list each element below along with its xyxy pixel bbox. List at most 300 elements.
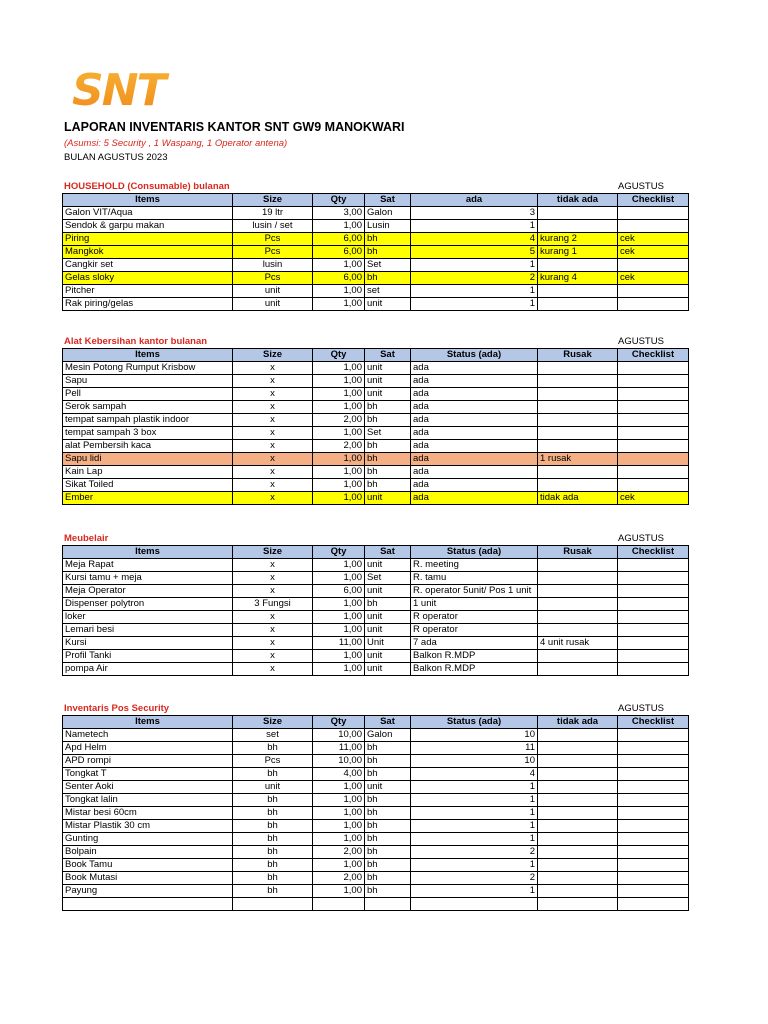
cell-size: 19 ltr bbox=[233, 207, 313, 220]
cell-unit: bh bbox=[365, 440, 411, 453]
cell-checklist bbox=[618, 585, 689, 598]
cell-size: x bbox=[233, 479, 313, 492]
table-row bbox=[63, 794, 689, 807]
logo-text: SNT bbox=[72, 66, 172, 116]
table-header-row bbox=[63, 546, 689, 559]
table-row bbox=[63, 427, 689, 440]
table-row bbox=[63, 585, 689, 598]
cell-note bbox=[538, 624, 618, 637]
cell-status: 7 ada bbox=[411, 637, 538, 650]
cell-unit: bh bbox=[365, 401, 411, 414]
cell-qty: 1,00 bbox=[313, 663, 365, 676]
cell-status: 5 bbox=[411, 246, 538, 259]
cell-checklist bbox=[618, 427, 689, 440]
cell-item: Sapu bbox=[63, 375, 233, 388]
column-header-unit: Sat bbox=[365, 546, 411, 559]
column-header-qty: Qty bbox=[313, 194, 365, 207]
cell-unit: bh bbox=[365, 598, 411, 611]
cell-checklist bbox=[618, 220, 689, 233]
cell-unit: bh bbox=[365, 885, 411, 898]
cell-qty: 1,00 bbox=[313, 285, 365, 298]
cell-note bbox=[538, 846, 618, 859]
cell-item: Gelas sloky bbox=[63, 272, 233, 285]
cell-note bbox=[538, 572, 618, 585]
cell-checklist bbox=[618, 755, 689, 768]
cell-size: x bbox=[233, 611, 313, 624]
cell-status: ada bbox=[411, 388, 538, 401]
cell-unit: unit bbox=[365, 298, 411, 311]
cell-unit: unit bbox=[365, 388, 411, 401]
cell-checklist bbox=[618, 663, 689, 676]
cell-status: 1 bbox=[411, 820, 538, 833]
cell-checklist bbox=[618, 388, 689, 401]
cell-unit: bh bbox=[365, 272, 411, 285]
column-header-item: Items bbox=[63, 716, 233, 729]
cell-unit bbox=[365, 898, 411, 911]
section-period-household: AGUSTUS bbox=[618, 181, 664, 192]
cell-unit: unit bbox=[365, 663, 411, 676]
cell-size: x bbox=[233, 650, 313, 663]
cell-size: bh bbox=[233, 859, 313, 872]
column-header-size: Size bbox=[233, 194, 313, 207]
cell-size: x bbox=[233, 466, 313, 479]
section-title-household: HOUSEHOLD (Consumable) bulanan bbox=[64, 181, 230, 192]
cell-status: ada bbox=[411, 414, 538, 427]
cell-note bbox=[538, 559, 618, 572]
table-row bbox=[63, 833, 689, 846]
cell-item: Book Tamu bbox=[63, 859, 233, 872]
cell-status: 10 bbox=[411, 755, 538, 768]
cell-item: Profil Tanki bbox=[63, 650, 233, 663]
table-row bbox=[63, 611, 689, 624]
cell-size: x bbox=[233, 492, 313, 505]
table-row bbox=[63, 624, 689, 637]
cell-status: ada bbox=[411, 492, 538, 505]
cell-note bbox=[538, 207, 618, 220]
cell-item: Piring bbox=[63, 233, 233, 246]
cell-qty bbox=[313, 898, 365, 911]
cell-status: 1 bbox=[411, 781, 538, 794]
cell-unit: bh bbox=[365, 872, 411, 885]
table-row bbox=[63, 246, 689, 259]
cell-note bbox=[538, 479, 618, 492]
cell-checklist bbox=[618, 559, 689, 572]
cell-unit: Galon bbox=[365, 729, 411, 742]
cell-status: 2 bbox=[411, 272, 538, 285]
table-row bbox=[63, 414, 689, 427]
cell-qty: 1,00 bbox=[313, 781, 365, 794]
cell-checklist bbox=[618, 650, 689, 663]
cell-note bbox=[538, 401, 618, 414]
cell-unit: bh bbox=[365, 755, 411, 768]
cell-qty: 6,00 bbox=[313, 585, 365, 598]
table-row bbox=[63, 220, 689, 233]
cell-status: 10 bbox=[411, 729, 538, 742]
furniture-table bbox=[62, 545, 689, 676]
cell-note bbox=[538, 598, 618, 611]
cell-item: APD rompi bbox=[63, 755, 233, 768]
cell-note bbox=[538, 259, 618, 272]
cell-checklist: cek bbox=[618, 233, 689, 246]
cell-unit: unit bbox=[365, 559, 411, 572]
table-header-row bbox=[63, 194, 689, 207]
cell-qty: 1,00 bbox=[313, 624, 365, 637]
cell-size: lusin bbox=[233, 259, 313, 272]
column-header-unit: Sat bbox=[365, 194, 411, 207]
cell-note bbox=[538, 466, 618, 479]
table-row bbox=[63, 885, 689, 898]
table-header-row bbox=[63, 716, 689, 729]
cell-qty: 10,00 bbox=[313, 729, 365, 742]
cell-unit: Lusin bbox=[365, 220, 411, 233]
table-row bbox=[63, 362, 689, 375]
cell-size: x bbox=[233, 362, 313, 375]
cell-note bbox=[538, 663, 618, 676]
table-row bbox=[63, 492, 689, 505]
cell-unit: bh bbox=[365, 846, 411, 859]
cell-checklist bbox=[618, 624, 689, 637]
cell-unit: bh bbox=[365, 453, 411, 466]
cell-unit: unit bbox=[365, 624, 411, 637]
table-row bbox=[63, 207, 689, 220]
cell-checklist bbox=[618, 598, 689, 611]
security-table bbox=[62, 715, 689, 911]
cell-item: Nametech bbox=[63, 729, 233, 742]
cell-checklist bbox=[618, 611, 689, 624]
cell-status: Balkon R.MDP bbox=[411, 650, 538, 663]
cell-qty: 1,00 bbox=[313, 388, 365, 401]
cell-item: Payung bbox=[63, 885, 233, 898]
cell-checklist: cek bbox=[618, 272, 689, 285]
cell-checklist bbox=[618, 207, 689, 220]
cell-note: 4 unit rusak bbox=[538, 637, 618, 650]
cell-unit: bh bbox=[365, 233, 411, 246]
cell-unit: set bbox=[365, 285, 411, 298]
page-title: LAPORAN INVENTARIS KANTOR SNT GW9 MANOKWARI bbox=[64, 120, 405, 134]
cell-qty: 1,00 bbox=[313, 885, 365, 898]
column-header-item: Items bbox=[63, 349, 233, 362]
cell-checklist bbox=[618, 479, 689, 492]
column-header-note: Rusak bbox=[538, 349, 618, 362]
cell-qty: 6,00 bbox=[313, 233, 365, 246]
column-header-size: Size bbox=[233, 546, 313, 559]
cell-status: 4 bbox=[411, 768, 538, 781]
cell-item: Cangkir set bbox=[63, 259, 233, 272]
table-row bbox=[63, 440, 689, 453]
column-header-qty: Qty bbox=[313, 349, 365, 362]
household-table bbox=[62, 193, 689, 311]
cell-status: 3 bbox=[411, 207, 538, 220]
cell-note bbox=[538, 781, 618, 794]
cell-qty: 1,00 bbox=[313, 794, 365, 807]
table-row bbox=[63, 233, 689, 246]
cell-qty: 2,00 bbox=[313, 440, 365, 453]
cell-status: ada bbox=[411, 479, 538, 492]
cell-item: tempat sampah 3 box bbox=[63, 427, 233, 440]
cell-size: x bbox=[233, 388, 313, 401]
cell-item: Meja Operator bbox=[63, 585, 233, 598]
cell-note: tidak ada bbox=[538, 492, 618, 505]
cell-note bbox=[538, 440, 618, 453]
cell-unit: unit bbox=[365, 650, 411, 663]
cell-size: bh bbox=[233, 768, 313, 781]
cell-item bbox=[63, 898, 233, 911]
cell-size: Pcs bbox=[233, 272, 313, 285]
cell-checklist bbox=[618, 453, 689, 466]
cell-checklist bbox=[618, 885, 689, 898]
cell-checklist bbox=[618, 466, 689, 479]
cell-item: Tongkat T bbox=[63, 768, 233, 781]
cell-item: Ember bbox=[63, 492, 233, 505]
cell-status: 2 bbox=[411, 846, 538, 859]
cell-item: Book Mutasi bbox=[63, 872, 233, 885]
cell-status: ada bbox=[411, 375, 538, 388]
cell-qty: 1,00 bbox=[313, 820, 365, 833]
cell-checklist bbox=[618, 285, 689, 298]
cell-item: Serok sampah bbox=[63, 401, 233, 414]
cell-item: Pell bbox=[63, 388, 233, 401]
table-row bbox=[63, 846, 689, 859]
cell-checklist bbox=[618, 298, 689, 311]
cell-checklist bbox=[618, 872, 689, 885]
cell-status: R operator bbox=[411, 611, 538, 624]
cell-qty: 1,00 bbox=[313, 401, 365, 414]
column-header-size: Size bbox=[233, 716, 313, 729]
cell-status: 1 bbox=[411, 885, 538, 898]
cell-size: x bbox=[233, 572, 313, 585]
cell-item: Gunting bbox=[63, 833, 233, 846]
cell-note bbox=[538, 362, 618, 375]
cell-status: R. meeting bbox=[411, 559, 538, 572]
cell-unit: bh bbox=[365, 859, 411, 872]
cell-status: 1 bbox=[411, 285, 538, 298]
table-row bbox=[63, 598, 689, 611]
column-header-status: ada bbox=[411, 194, 538, 207]
table-row bbox=[63, 298, 689, 311]
cell-item: Galon VIT/Aqua bbox=[63, 207, 233, 220]
cell-unit: bh bbox=[365, 768, 411, 781]
table-row bbox=[63, 375, 689, 388]
column-header-status: Status (ada) bbox=[411, 349, 538, 362]
cell-status: 1 bbox=[411, 220, 538, 233]
cell-checklist bbox=[618, 807, 689, 820]
table-row bbox=[63, 272, 689, 285]
cell-unit: Unit bbox=[365, 637, 411, 650]
cell-item: Apd Helm bbox=[63, 742, 233, 755]
cell-note: kurang 2 bbox=[538, 233, 618, 246]
column-header-status: Status (ada) bbox=[411, 716, 538, 729]
column-header-checklist: Checklist bbox=[618, 546, 689, 559]
cell-checklist: cek bbox=[618, 246, 689, 259]
cell-note bbox=[538, 833, 618, 846]
cell-qty: 1,00 bbox=[313, 453, 365, 466]
cell-checklist bbox=[618, 259, 689, 272]
cell-qty: 3,00 bbox=[313, 207, 365, 220]
cell-note bbox=[538, 807, 618, 820]
cell-status: ada bbox=[411, 440, 538, 453]
cell-checklist bbox=[618, 781, 689, 794]
cell-unit: unit bbox=[365, 492, 411, 505]
table-row bbox=[63, 572, 689, 585]
cell-unit: bh bbox=[365, 479, 411, 492]
cell-item: Meja Rapat bbox=[63, 559, 233, 572]
section-title-furniture: Meubelair bbox=[64, 533, 109, 544]
cell-item: tempat sampah plastik indoor bbox=[63, 414, 233, 427]
cell-qty: 6,00 bbox=[313, 272, 365, 285]
cell-checklist bbox=[618, 401, 689, 414]
cell-note bbox=[538, 755, 618, 768]
section-period-furniture: AGUSTUS bbox=[618, 533, 664, 544]
cell-note bbox=[538, 885, 618, 898]
company-logo bbox=[72, 66, 172, 116]
column-header-note: Rusak bbox=[538, 546, 618, 559]
cell-size: 3 Fungsi bbox=[233, 598, 313, 611]
cell-qty: 4,00 bbox=[313, 768, 365, 781]
table-header-row bbox=[63, 349, 689, 362]
cell-qty: 1,00 bbox=[313, 259, 365, 272]
column-header-qty: Qty bbox=[313, 716, 365, 729]
table-row bbox=[63, 872, 689, 885]
cell-qty: 1,00 bbox=[313, 375, 365, 388]
cell-qty: 2,00 bbox=[313, 872, 365, 885]
cell-item: Kain Lap bbox=[63, 466, 233, 479]
cell-item: Senter Aoki bbox=[63, 781, 233, 794]
cell-item: Sikat Toiled bbox=[63, 479, 233, 492]
cell-size: x bbox=[233, 427, 313, 440]
table-row bbox=[63, 401, 689, 414]
cell-checklist bbox=[618, 768, 689, 781]
cell-checklist bbox=[618, 846, 689, 859]
cell-status: 2 bbox=[411, 872, 538, 885]
cell-checklist bbox=[618, 362, 689, 375]
cell-status: R operator bbox=[411, 624, 538, 637]
cell-unit: unit bbox=[365, 375, 411, 388]
cell-note bbox=[538, 414, 618, 427]
table-row bbox=[63, 479, 689, 492]
cell-size: Pcs bbox=[233, 755, 313, 768]
column-header-checklist: Checklist bbox=[618, 716, 689, 729]
cell-size: Pcs bbox=[233, 233, 313, 246]
cell-checklist: cek bbox=[618, 492, 689, 505]
cell-note bbox=[538, 375, 618, 388]
cell-note bbox=[538, 872, 618, 885]
cell-item: Dispenser polytron bbox=[63, 598, 233, 611]
cell-size: bh bbox=[233, 807, 313, 820]
cell-unit: bh bbox=[365, 742, 411, 755]
cell-unit: Set bbox=[365, 572, 411, 585]
cell-status bbox=[411, 898, 538, 911]
cell-note bbox=[538, 898, 618, 911]
cell-unit: bh bbox=[365, 833, 411, 846]
cell-qty: 1,00 bbox=[313, 572, 365, 585]
cell-item: pompa Air bbox=[63, 663, 233, 676]
cell-status: R. tamu bbox=[411, 572, 538, 585]
table-row bbox=[63, 559, 689, 572]
cell-status: 1 bbox=[411, 833, 538, 846]
cell-checklist bbox=[618, 833, 689, 846]
cell-size: unit bbox=[233, 285, 313, 298]
cell-item: Lemari besi bbox=[63, 624, 233, 637]
cell-qty: 2,00 bbox=[313, 414, 365, 427]
cell-qty: 1,00 bbox=[313, 427, 365, 440]
cell-status: 1 bbox=[411, 259, 538, 272]
cell-qty: 11,00 bbox=[313, 742, 365, 755]
cell-size: x bbox=[233, 453, 313, 466]
table-row bbox=[63, 259, 689, 272]
cell-qty: 11,00 bbox=[313, 637, 365, 650]
cell-unit: bh bbox=[365, 466, 411, 479]
section-title-cleaning: Alat Kebersihan kantor bulanan bbox=[64, 336, 208, 347]
cell-size: x bbox=[233, 585, 313, 598]
cell-item: Tongkat lalin bbox=[63, 794, 233, 807]
cell-note bbox=[538, 742, 618, 755]
cell-qty: 1,00 bbox=[313, 298, 365, 311]
column-header-note: tidak ada bbox=[538, 194, 618, 207]
cell-qty: 1,00 bbox=[313, 611, 365, 624]
cell-note bbox=[538, 768, 618, 781]
cell-status: ada bbox=[411, 362, 538, 375]
table-row bbox=[63, 807, 689, 820]
cell-item: Kursi tamu + meja bbox=[63, 572, 233, 585]
cell-checklist bbox=[618, 572, 689, 585]
cell-item: Rak piring/gelas bbox=[63, 298, 233, 311]
cell-size: x bbox=[233, 559, 313, 572]
cell-checklist bbox=[618, 414, 689, 427]
cell-item: Sendok & garpu makan bbox=[63, 220, 233, 233]
cell-status: 11 bbox=[411, 742, 538, 755]
cell-qty: 1,00 bbox=[313, 650, 365, 663]
cell-qty: 1,00 bbox=[313, 833, 365, 846]
table-row bbox=[63, 637, 689, 650]
cell-size: unit bbox=[233, 781, 313, 794]
table-row bbox=[63, 742, 689, 755]
cell-item: Pitcher bbox=[63, 285, 233, 298]
cell-note bbox=[538, 794, 618, 807]
cell-note bbox=[538, 650, 618, 663]
cell-note bbox=[538, 585, 618, 598]
cell-status: ada bbox=[411, 427, 538, 440]
cell-size: unit bbox=[233, 298, 313, 311]
cell-status: ada bbox=[411, 453, 538, 466]
cell-item: Mangkok bbox=[63, 246, 233, 259]
cell-note: kurang 1 bbox=[538, 246, 618, 259]
table-row bbox=[63, 466, 689, 479]
cell-note bbox=[538, 820, 618, 833]
cell-note bbox=[538, 388, 618, 401]
cell-unit: Set bbox=[365, 259, 411, 272]
cell-size: x bbox=[233, 375, 313, 388]
table-row bbox=[63, 859, 689, 872]
cell-size: bh bbox=[233, 833, 313, 846]
cell-note bbox=[538, 859, 618, 872]
cell-size: bh bbox=[233, 872, 313, 885]
table-row bbox=[63, 453, 689, 466]
column-header-checklist: Checklist bbox=[618, 194, 689, 207]
column-header-size: Size bbox=[233, 349, 313, 362]
cell-checklist bbox=[618, 820, 689, 833]
cell-size bbox=[233, 898, 313, 911]
cell-unit: unit bbox=[365, 362, 411, 375]
cell-status: 1 bbox=[411, 859, 538, 872]
cell-size: x bbox=[233, 401, 313, 414]
cell-size: bh bbox=[233, 885, 313, 898]
cell-item: alat Pembersih kaca bbox=[63, 440, 233, 453]
cell-checklist bbox=[618, 375, 689, 388]
cell-unit: bh bbox=[365, 794, 411, 807]
section-title-security: Inventaris Pos Security bbox=[64, 703, 170, 714]
column-header-qty: Qty bbox=[313, 546, 365, 559]
cell-qty: 6,00 bbox=[313, 246, 365, 259]
